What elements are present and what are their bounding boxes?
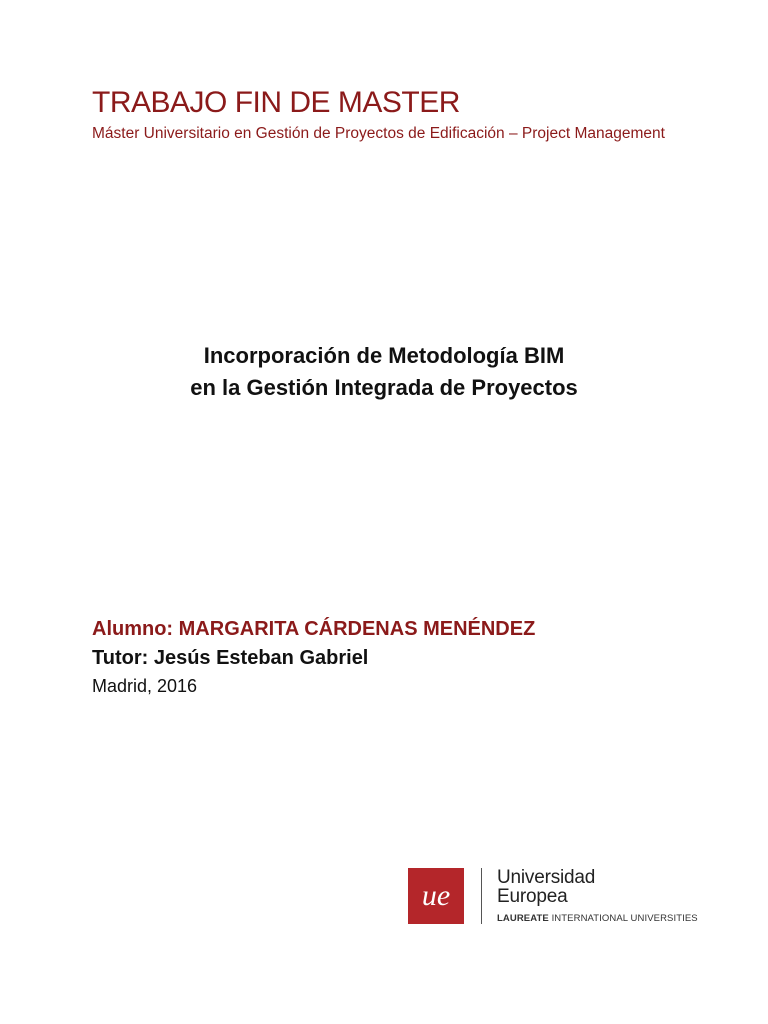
document-title: TRABAJO FIN DE MASTER xyxy=(92,86,460,119)
laureate-tag-rest: INTERNATIONAL UNIVERSITIES xyxy=(548,913,698,924)
ue-monogram-icon xyxy=(408,868,464,924)
tutor-name: Tutor: Jesús Esteban Gabriel xyxy=(92,647,369,669)
university-logo xyxy=(408,868,698,928)
place-date: Madrid, 2016 xyxy=(92,676,198,696)
thesis-title-line-1: Incorporación de Metodología BIM xyxy=(203,343,565,368)
university-name-line-2: Europea xyxy=(497,886,568,907)
thesis-title-line-2: en la Gestión Integrada de Proyectos xyxy=(190,375,578,400)
ue-logo-mark xyxy=(408,868,464,924)
laureate-tagline xyxy=(497,913,698,924)
svg-text:ue: ue xyxy=(421,879,451,912)
program-subtitle: Máster Universitario en Gestión de Proyectos de Edificación – Project Management xyxy=(92,125,665,142)
university-name-line-1: Universidad xyxy=(497,867,596,888)
logo-divider xyxy=(481,868,482,924)
student-name: Alumno: MARGARITA CÁRDENAS MENÉNDEZ xyxy=(92,618,536,640)
thesis-title xyxy=(0,340,768,404)
laureate-tag-bold: LAUREATE xyxy=(497,913,549,924)
